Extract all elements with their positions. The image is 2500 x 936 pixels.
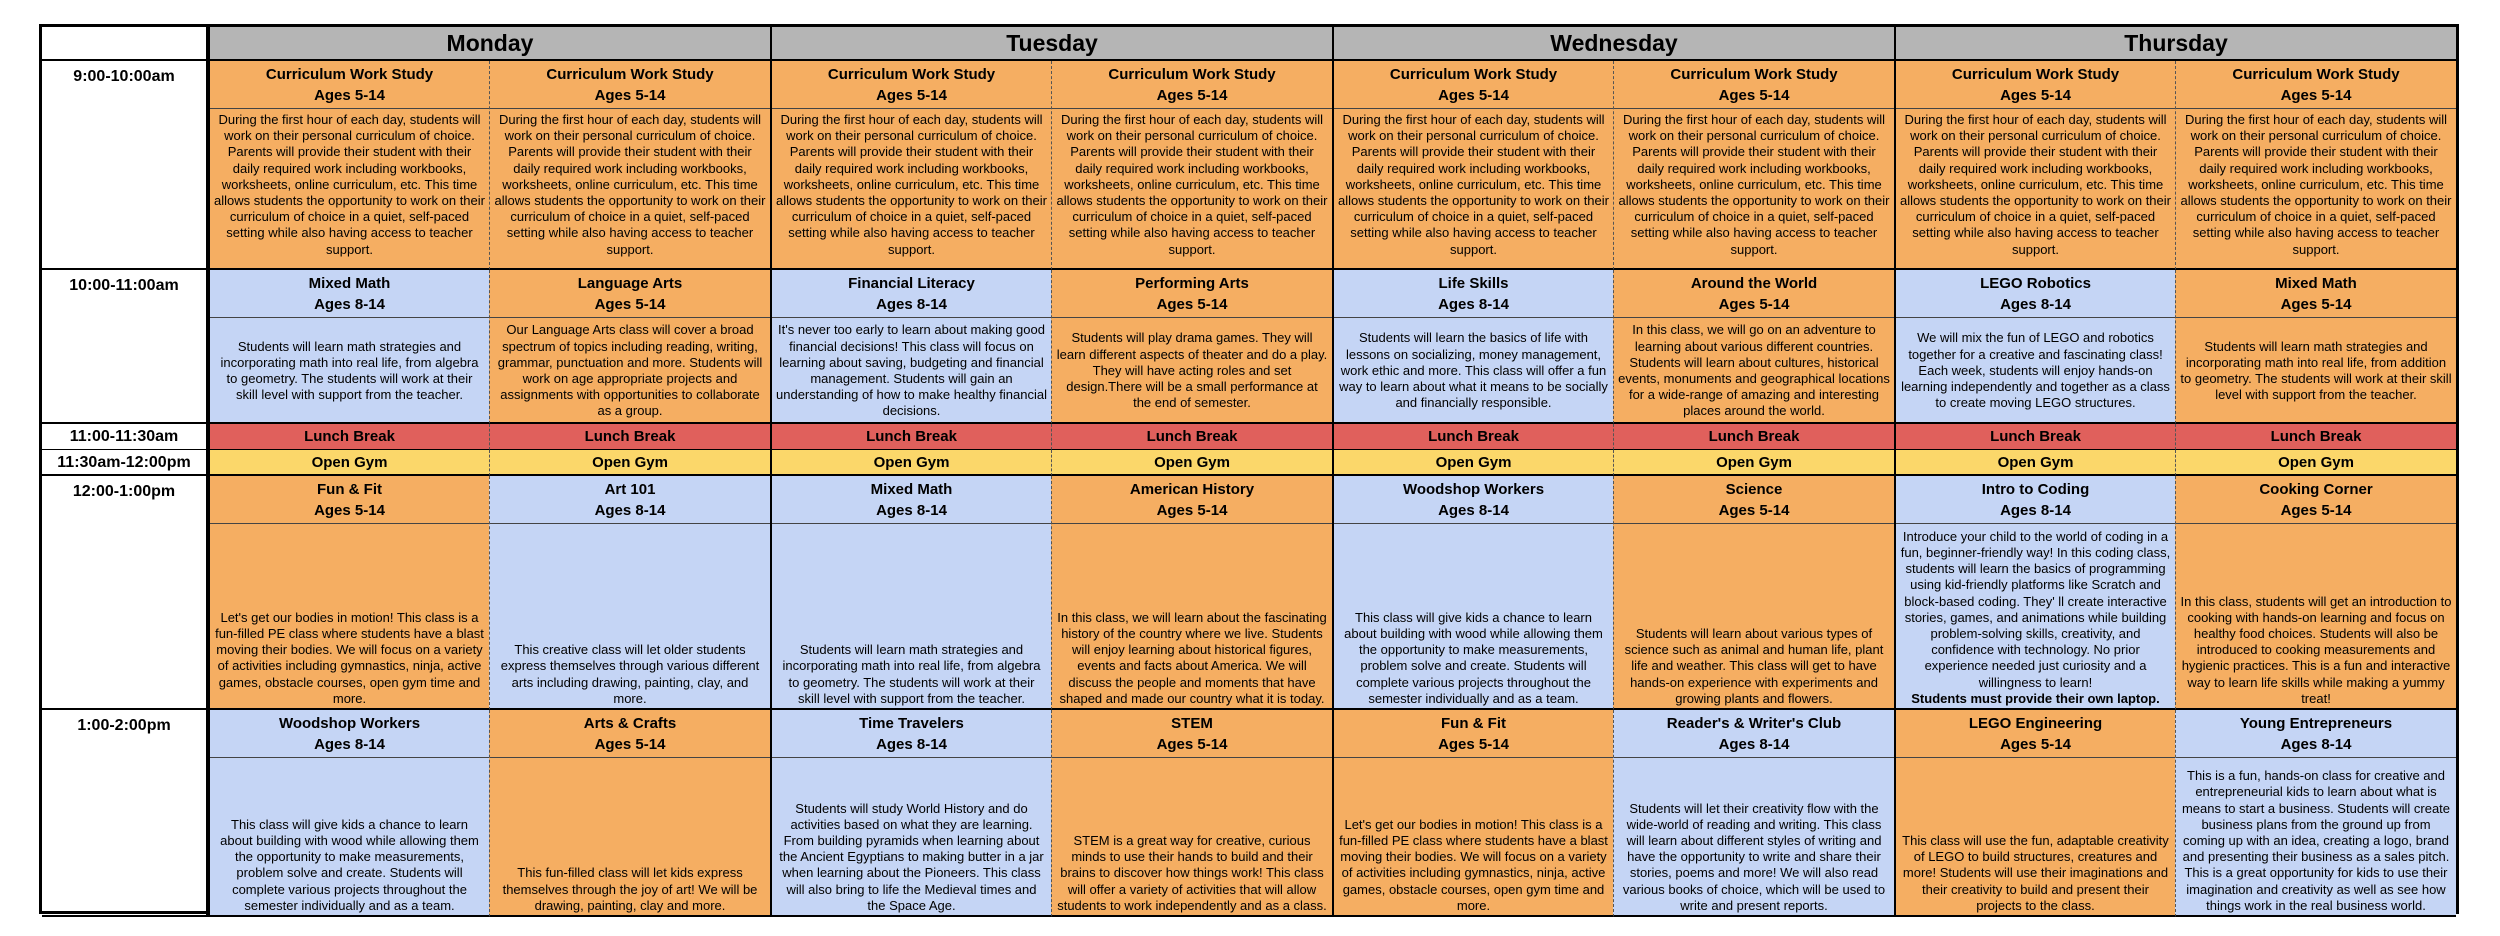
class-cell [1894, 476, 2175, 710]
class-title: American History [1129, 481, 1255, 498]
class-title: Financial Literacy [848, 275, 975, 292]
class-ages: Ages 8-14 [1614, 732, 1894, 758]
class-ages: Ages 5-14 [1334, 83, 1613, 109]
class-description [210, 318, 489, 422]
class-description-text: This fun-filled class will let kids express themselves through the joy of art! We will be drawing, painting, clay and more. [502, 865, 758, 913]
open-gym-cell: Open Gym [1894, 450, 2175, 476]
class-cell [489, 270, 770, 424]
class-description-text: Let's get our bodies in motion! This class is a fun-filled PE class where students have a blast moving their bodies. We will focus on a variety of activities including gymnastics, ninja, active games, obstacle courses, open gym time and more. [1339, 816, 1608, 913]
class-cell [770, 476, 1051, 710]
class-title: Language Arts [577, 275, 683, 292]
class-description [1614, 758, 1894, 915]
class-ages: Ages 5-14 [1052, 292, 1332, 318]
open-gym-cell: Open Gym [1613, 450, 1894, 476]
time-slot-label: 10:00-11:00am [42, 270, 208, 424]
corner-cell [42, 27, 208, 61]
time-slot-label: 12:00-1:00pm [42, 476, 208, 710]
day-header: Thursday [1894, 27, 2456, 61]
class-ages: Ages 5-14 [1052, 498, 1332, 524]
day-header: Monday [208, 27, 770, 61]
class-title: Performing Arts [1135, 275, 1249, 292]
schedule-table [39, 24, 2459, 914]
class-title: LEGO Robotics [1980, 275, 2091, 292]
class-ages: Ages 5-14 [490, 83, 770, 109]
class-title: Science [1725, 481, 1783, 498]
class-ages: Ages 5-14 [1052, 732, 1332, 758]
class-ages: Ages 5-14 [772, 83, 1051, 109]
class-description [1614, 524, 1894, 708]
class-description [490, 109, 770, 268]
class-title: Mixed Math [2275, 275, 2357, 292]
class-description [210, 524, 489, 708]
class-title: Life Skills [1438, 275, 1509, 292]
class-description [210, 109, 489, 268]
class-ages: Ages 5-14 [1052, 83, 1332, 109]
class-title: Cooking Corner [2259, 481, 2373, 498]
class-title: Young Entrepreneurs [2239, 715, 2393, 732]
lunch-break-cell: Lunch Break [1051, 424, 1332, 450]
class-cell [2175, 61, 2456, 270]
class-description [490, 758, 770, 915]
class-cell [2175, 270, 2456, 424]
class-ages: Ages 5-14 [1896, 83, 2175, 109]
class-title: Woodshop Workers [278, 715, 421, 732]
class-description-text: This class will give kids a chance to learn about building with wood while allowing them the opportunity to make measurements, problem solve and create. Students will complete various projects throughout the semester individually and as a team. [1344, 609, 1603, 706]
class-title: Curriculum Work Study [2232, 66, 2400, 83]
class-title: Curriculum Work Study [546, 66, 714, 83]
class-cell [1332, 476, 1613, 710]
class-title: Reader's & Writer's Club [1666, 715, 1842, 732]
class-title: Intro to Coding [1981, 481, 2090, 498]
class-description [772, 318, 1051, 422]
class-cell [489, 61, 770, 270]
class-description [1334, 758, 1613, 915]
class-title: Fun & Fit [317, 481, 382, 498]
time-slot-label: 9:00-10:00am [42, 61, 208, 270]
class-description [772, 109, 1051, 268]
class-ages: Ages 8-14 [490, 498, 770, 524]
class-description [772, 524, 1051, 708]
class-title: Curriculum Work Study [827, 66, 996, 83]
class-cell [1051, 476, 1332, 710]
class-description [1614, 109, 1894, 268]
lunch-break-cell: Lunch Break [208, 424, 489, 450]
class-ages: Ages 5-14 [2176, 498, 2456, 524]
class-description [1896, 318, 2175, 422]
open-gym-cell: Open Gym [489, 450, 770, 476]
class-cell [208, 270, 489, 424]
open-gym-cell: Open Gym [1332, 450, 1613, 476]
class-ages: Ages 8-14 [1334, 292, 1613, 318]
class-description [210, 758, 489, 915]
class-description [1334, 109, 1613, 268]
time-slot-label: 1:00-2:00pm [42, 710, 208, 917]
class-ages: Ages 5-14 [2176, 83, 2456, 109]
class-ages: Ages 5-14 [490, 732, 770, 758]
class-ages: Ages 5-14 [1614, 83, 1894, 109]
class-description-text: This is a fun, hands-on class for creative and entrepreneurial kids to learn about what is means to start a business. Students will create business plans from the ground up from coming up with an idea, creating a logo, brand and presenting their business as a sales pitch. This is a great opportunity for kids to use their imagination and creativity as well as see how things work in the real business world. [2181, 768, 2451, 913]
class-ages: Ages 8-14 [2176, 732, 2456, 758]
class-description-text: Students will let their creativity flow with the wide-world of reading and writing. This class will learn about different styles of writing and have the opportunity to write and share their stories, poems and more! We will also read various books of choice, which will be used to write and present reports. [1622, 800, 1886, 913]
class-description-text: During the first hour of each day, students will work on their personal curriculum of choice. Parents will provide their student with their daily required work including workbooks, worksheets, online curriculum, etc. This time allows students the opportunity to work on their curriculum of choice in a quiet, self-paced setting while also having access to teacher support. [494, 112, 766, 257]
class-description [1896, 758, 2175, 915]
class-description [2176, 524, 2456, 708]
class-cell [1613, 710, 1894, 917]
class-title: Curriculum Work Study [1389, 66, 1558, 83]
class-ages: Ages 8-14 [772, 498, 1051, 524]
class-note: Students must provide their own laptop. [1911, 690, 2160, 706]
class-description-text: During the first hour of each day, students will work on their personal curriculum of choice. Parents will provide their student with their daily required work including workbooks, worksheets, online curriculum, etc. This time allows students the opportunity to work on their curriculum of choice in a quiet, self-paced setting while also having access to teacher support. [214, 112, 485, 257]
class-description-text: Students will study World History and do activities based on what they are learning. From building pyramids when learning about the Ancient Egyptians to making butter in a jar when learning about the Pioneers. This class will also bring to life the Medieval times and the Space Age. [779, 800, 1044, 913]
class-description [490, 524, 770, 708]
class-description-text: This class will use the fun, adaptable creativity of LEGO to build structures, creatures and more! Students will use their imaginations and their creativity to build and present their projects to the class. [1902, 832, 2169, 913]
class-title: Curriculum Work Study [1108, 66, 1276, 83]
class-title: STEM [1171, 715, 1213, 732]
class-description [1896, 524, 2175, 708]
class-cell [1894, 710, 2175, 917]
lunch-break-cell: Lunch Break [1613, 424, 1894, 450]
class-description-text: Students will learn math strategies and incorporating math into real life, from algebra to geometry. The students will work at their skill level with support from the teacher. [220, 338, 479, 403]
class-description-text: It's never too early to learn about making good financial decisions! This class will focus on learning about saving, budgeting and financial management. Students will gain an understanding of how to make healthy financial decisions. [776, 322, 1048, 419]
class-cell [208, 61, 489, 270]
class-description-text: During the first hour of each day, students will work on their personal curriculum of choice. Parents will provide their student with their daily required work including workbooks, worksheets, online curriculum, etc. This time allows students the opportunity to work on their curriculum of choice in a quiet, self-paced setting while also having access to teacher support. [1338, 112, 1609, 257]
class-description [2176, 318, 2456, 422]
class-cell [1894, 61, 2175, 270]
class-title: Curriculum Work Study [1670, 66, 1838, 83]
class-cell [1332, 710, 1613, 917]
class-cell [1051, 270, 1332, 424]
class-description-text: In this class, we will go on an adventure to learning about various different countries. Students will learn about cultures, historical events, monuments and geographical locations for a wide-range of amazing and interesting places around the world. [1618, 322, 1890, 419]
class-description [1052, 524, 1332, 708]
class-description-text: This class will give kids a chance to learn about building with wood while allowing them the opportunity to make measurements, problem solve and create. Students will complete various projects throughout the semester individually and as a team. [220, 816, 479, 913]
class-description [1334, 524, 1613, 708]
class-title: Art 101 [604, 481, 656, 498]
class-cell [2175, 710, 2456, 917]
class-cell [2175, 476, 2456, 710]
class-ages: Ages 8-14 [772, 732, 1051, 758]
lunch-break-cell: Lunch Break [1894, 424, 2175, 450]
class-description-text: Our Language Arts class will cover a broad spectrum of topics including reading, writing, grammar, punctuation and more. Students will work on age appropriate projects and assignments with opportunities to collaborate as a group. [497, 322, 763, 419]
class-description [1896, 109, 2175, 268]
class-description [1052, 758, 1332, 915]
class-description [2176, 109, 2456, 268]
class-description-text: During the first hour of each day, students will work on their personal curriculum of choice. Parents will provide their student with their daily required work including workbooks, worksheets, online curriculum, etc. This time allows students the opportunity to work on their curriculum of choice in a quiet, self-paced setting while also having access to teacher support. [2180, 112, 2452, 257]
class-ages: Ages 5-14 [490, 292, 770, 318]
class-cell [770, 270, 1051, 424]
class-description-text: Students will learn the basics of life with lessons on socializing, money management, work ethic and more. This class will offer a fun way to learn about what it means to be socially and financially responsible. [1339, 330, 1608, 411]
class-cell [770, 710, 1051, 917]
class-ages: Ages 8-14 [772, 292, 1051, 318]
class-cell [1051, 61, 1332, 270]
class-title: Fun & Fit [1441, 715, 1506, 732]
lunch-break-cell: Lunch Break [1332, 424, 1613, 450]
class-title: Woodshop Workers [1402, 481, 1545, 498]
class-ages: Ages 5-14 [1614, 498, 1894, 524]
day-header: Wednesday [1332, 27, 1894, 61]
class-description [490, 318, 770, 422]
lunch-break-cell: Lunch Break [2175, 424, 2456, 450]
class-cell [489, 710, 770, 917]
class-ages: Ages 5-14 [210, 498, 489, 524]
open-gym-cell: Open Gym [770, 450, 1051, 476]
class-cell [489, 476, 770, 710]
class-title: Mixed Math [870, 481, 953, 498]
class-title: Time Travelers [859, 715, 964, 732]
class-description-text: During the first hour of each day, students will work on their personal curriculum of choice. Parents will provide their student with their daily required work including workbooks, worksheets, online curriculum, etc. This time allows students the opportunity to work on their curriculum of choice in a quiet, self-paced setting while also having access to teacher support. [1618, 112, 1890, 257]
class-ages: Ages 8-14 [210, 732, 489, 758]
class-title: Arts & Crafts [583, 715, 677, 732]
class-description-text: During the first hour of each day, students will work on their personal curriculum of choice. Parents will provide their student with their daily required work including workbooks, worksheets, online curriculum, etc. This time allows students the opportunity to work on their curriculum of choice in a quiet, self-paced setting while also having access to teacher support. [776, 112, 1047, 257]
class-cell [1332, 270, 1613, 424]
class-title: Curriculum Work Study [1951, 66, 2120, 83]
class-description-text: During the first hour of each day, students will work on their personal curriculum of choice. Parents will provide their student with their daily required work including workbooks, worksheets, online curriculum, etc. This time allows students the opportunity to work on their curriculum of choice in a quiet, self-paced setting while also having access to teacher support. [1900, 112, 2171, 257]
class-ages: Ages 8-14 [1334, 498, 1613, 524]
class-description-text: During the first hour of each day, students will work on their personal curriculum of choice. Parents will provide their student with their daily required work including workbooks, worksheets, online curriculum, etc. This time allows students the opportunity to work on their curriculum of choice in a quiet, self-paced setting while also having access to teacher support. [1056, 112, 1328, 257]
open-gym-cell: Open Gym [1051, 450, 1332, 476]
class-cell [770, 61, 1051, 270]
open-gym-cell: Open Gym [2175, 450, 2456, 476]
class-ages: Ages 5-14 [1896, 732, 2175, 758]
class-description-text: Let's get our bodies in motion! This class is a fun-filled PE class where students have a blast moving their bodies. We will focus on a variety of activities including gymnastics, ninja, active games, obstacle courses, open gym time and more. [215, 609, 484, 706]
class-title: Mixed Math [308, 275, 391, 292]
class-description-text: In this class, we will learn about the fascinating history of the country where we live. Students will enjoy learning about historical figures, events and facts about America. We will discuss the people and moments that have shaped and made our country what it is today. [1057, 609, 1327, 706]
class-ages: Ages 8-14 [1896, 292, 2175, 318]
class-description-text: Students will learn about various types of science such as animal and human life, plant life and weather. This class will get to have hands-on experience with experiments and growing plants and flowers. [1624, 625, 1884, 706]
class-cell [1051, 710, 1332, 917]
class-title: Around the World [1690, 275, 1818, 292]
class-description [772, 758, 1051, 915]
day-header: Tuesday [770, 27, 1332, 61]
class-title: Curriculum Work Study [265, 66, 434, 83]
class-ages: Ages 5-14 [210, 83, 489, 109]
class-description [1334, 318, 1613, 422]
class-description-text: Students will learn math strategies and incorporating math into real life, from addition to geometry. The students will work at their skill level with support from the teacher. [2180, 338, 2452, 403]
open-gym-cell: Open Gym [208, 450, 489, 476]
class-title: LEGO Engineering [1968, 715, 2103, 732]
class-description [1614, 318, 1894, 422]
class-description [1052, 318, 1332, 422]
class-description [1052, 109, 1332, 268]
lunch-break-cell: Lunch Break [489, 424, 770, 450]
class-description-text: Students will learn math strategies and incorporating math into real life, from algebra to geometry. The students will work at their skill level with support from the teacher. [782, 642, 1041, 706]
class-description [2176, 758, 2456, 915]
class-description-text: Students will play drama games. They will learn different aspects of theater and do a play. They will have acting roles and set design.There will be a small performance at the end of semester. [1056, 330, 1328, 411]
class-cell [208, 476, 489, 710]
time-slot-label: 11:30am-12:00pm [42, 450, 208, 476]
class-ages: Ages 8-14 [1896, 498, 2175, 524]
class-cell [208, 710, 489, 917]
class-cell [1613, 61, 1894, 270]
class-description-text: This creative class will let older students express themselves through various different arts including drawing, painting, clay, and more. [500, 642, 760, 706]
class-ages: Ages 8-14 [210, 292, 489, 318]
class-description-text: We will mix the fun of LEGO and robotics together for a creative and fascinating class! Each week, students will enjoy hands-on learning independently and together as a class to create moving LEGO structures. [1901, 330, 2170, 411]
class-ages: Ages 5-14 [1614, 292, 1894, 318]
time-slot-label: 11:00-11:30am [42, 424, 208, 450]
class-ages: Ages 5-14 [1334, 732, 1613, 758]
class-cell [1332, 61, 1613, 270]
class-ages: Ages 5-14 [2176, 292, 2456, 318]
class-cell [1613, 270, 1894, 424]
class-cell [1613, 476, 1894, 710]
lunch-break-cell: Lunch Break [770, 424, 1051, 450]
class-description-text: Introduce your child to the world of coding in a fun, beginner-friendly way! In this coding class, students will learn the basics of programming using kid-friendly platforms like Scratch and block-based coding. They' ll create interactive stories, games, and animations while building problem-solving skills, creativity, and confidence with technology. No prior experience needed just curiosity and a willingness to learn! [1900, 528, 2171, 690]
class-description-text: In this class, students will get an introduction to cooking with hands-on learning and focus on healthy food choices. Students will also be introduced to cooking measurements and hygienic practices. This is a fun and interactive way to learn life skills while making a yummy treat! [2180, 593, 2452, 706]
class-cell [1894, 270, 2175, 424]
class-description-text: STEM is a great way for creative, curious minds to use their hands to build and their brains to discover how things work! This class will offer a variety of activities that will allow students to work independently and as a class. [1057, 832, 1327, 913]
